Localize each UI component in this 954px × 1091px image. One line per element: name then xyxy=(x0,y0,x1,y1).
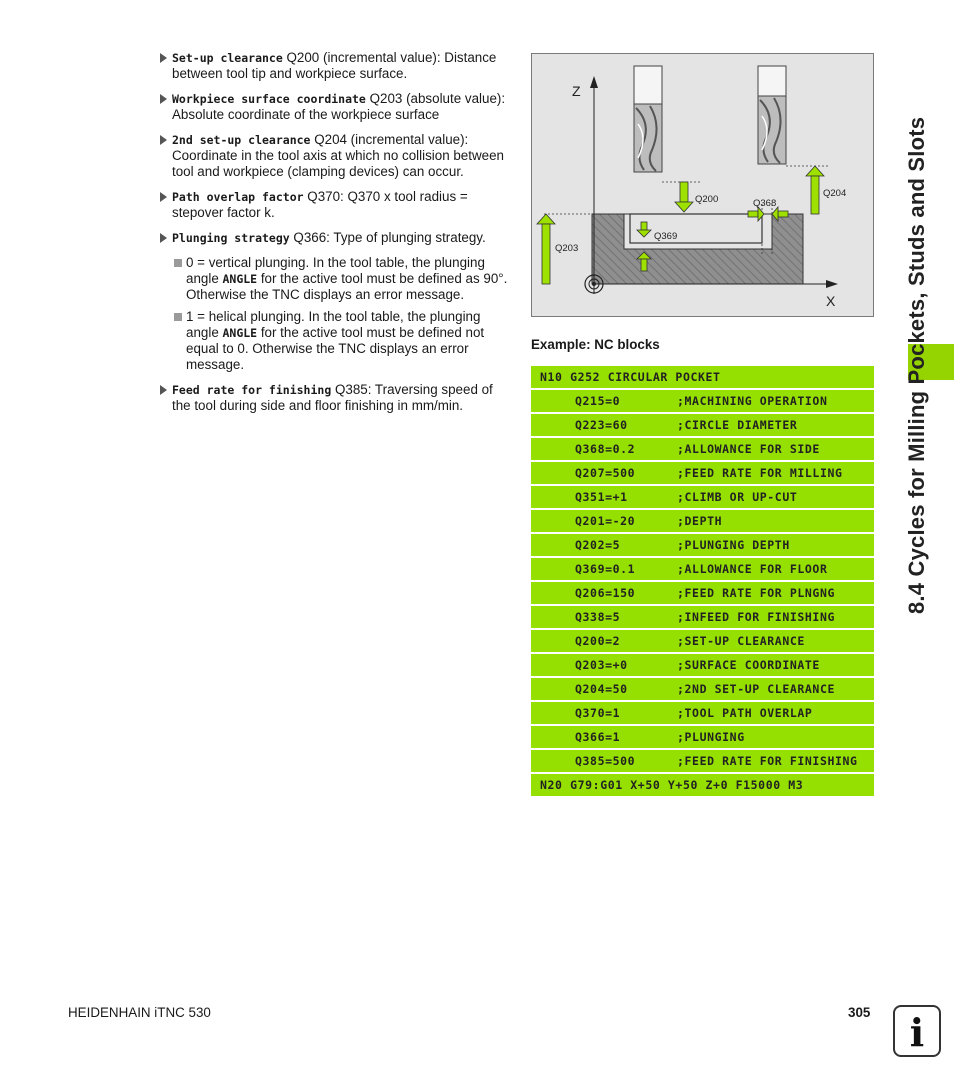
bullet-triangle-icon xyxy=(160,53,167,63)
bullet-square-icon xyxy=(174,259,182,267)
bullet-triangle-icon xyxy=(160,385,167,395)
nc-block-text: N20 G79:G01 X+50 Y+50 Z+0 F15000 M3 xyxy=(540,778,804,792)
param-setup-clearance xyxy=(160,50,512,82)
nc-comment: ;2ND SET-UP CLEARANCE xyxy=(677,682,835,696)
q204-arrow-icon xyxy=(806,166,824,214)
nc-comment: ;ALLOWANCE FOR SIDE xyxy=(677,442,820,456)
nc-param: Q204=50 xyxy=(575,682,628,696)
bullet-triangle-icon xyxy=(160,94,167,104)
nc-comment: ;SET-UP CLEARANCE xyxy=(677,634,805,648)
nc-comment: ;SURFACE COORDINATE xyxy=(677,658,820,672)
nc-block-text: N10 G252 CIRCULAR POCKET xyxy=(540,370,721,384)
nc-row xyxy=(531,414,874,436)
nc-param: Q369=0.1 xyxy=(575,562,636,576)
nc-comment: ;PLUNGING DEPTH xyxy=(677,538,790,552)
nc-comment: ;FEED RATE FOR PLNGNG xyxy=(677,586,835,600)
nc-row xyxy=(531,654,874,676)
nc-row xyxy=(531,510,874,532)
nc-param: Q368=0.2 xyxy=(575,442,636,456)
param-code: Feed rate for finishing xyxy=(172,383,332,397)
bullet-square-icon xyxy=(174,313,182,321)
plunging-option-helical xyxy=(160,309,512,373)
option-code: ANGLE xyxy=(222,326,258,340)
label-q204: Q204 xyxy=(823,188,847,199)
nc-param: Q385=500 xyxy=(575,754,636,768)
nc-row xyxy=(531,630,874,652)
example-label: Example: NC blocks xyxy=(531,337,660,352)
option-text: 1 = helical plunging. In the tool table, the plunging angle xyxy=(186,309,481,340)
nc-comment: ;FEED RATE FOR MILLING xyxy=(677,466,843,480)
axis-label-z: Z xyxy=(572,83,581,99)
milling-tool-left xyxy=(634,66,662,172)
pocket-diagram-svg xyxy=(532,54,875,318)
param-code: Set-up clearance xyxy=(172,51,283,65)
nc-param: Q207=500 xyxy=(575,466,636,480)
nc-comment: ;FEED RATE FOR FINISHING xyxy=(677,754,858,768)
param-path-overlap xyxy=(160,189,512,221)
nc-row xyxy=(531,558,874,580)
nc-row xyxy=(531,726,874,748)
nc-row xyxy=(531,486,874,508)
nc-comment: ;CIRCLE DIAMETER xyxy=(677,418,798,432)
nc-row xyxy=(531,438,874,460)
option-text: for the active tool must be defined as 90°. Otherwise the TNC displays an error message. xyxy=(186,271,508,302)
nc-row-last xyxy=(531,774,874,796)
nc-param: Q351=+1 xyxy=(575,490,628,504)
nc-comment: ;ALLOWANCE FOR FLOOR xyxy=(677,562,828,576)
nc-param: Q201=-20 xyxy=(575,514,636,528)
bullet-triangle-icon xyxy=(160,233,167,243)
plunging-option-vertical xyxy=(160,255,512,303)
q200-arrow-icon xyxy=(675,182,693,212)
bullet-triangle-icon xyxy=(160,135,167,145)
milling-tool-right xyxy=(758,66,786,164)
param-code: Path overlap factor xyxy=(172,190,304,204)
nc-param: Q370=1 xyxy=(575,706,621,720)
label-q369: Q369 xyxy=(654,231,678,242)
info-icon xyxy=(893,1005,941,1057)
param-text: Q385: Traversing speed of the tool during side and floor finishing in mm/min. xyxy=(172,382,493,413)
param-code: 2nd set-up clearance xyxy=(172,133,311,147)
nc-blocks-table xyxy=(531,366,874,798)
x-axis-arrow-icon xyxy=(826,280,838,288)
nc-comment: ;INFEED FOR FINISHING xyxy=(677,610,835,624)
nc-param: Q202=5 xyxy=(575,538,621,552)
param-plunging-strategy xyxy=(160,230,512,246)
param-text: Q203 (absolute value): Absolute coordinate of the workpiece surface xyxy=(172,91,506,122)
label-q368: Q368 xyxy=(753,198,777,209)
option-text: 0 = vertical plunging. In the tool table, the plunging angle xyxy=(186,255,485,286)
param-feed-finishing xyxy=(160,382,512,414)
nc-comment: ;MACHINING OPERATION xyxy=(677,394,828,408)
nc-param: Q223=60 xyxy=(575,418,628,432)
z-axis-arrow-icon xyxy=(590,76,598,88)
footer-product: HEIDENHAIN iTNC 530 xyxy=(68,1005,211,1020)
nc-param: Q366=1 xyxy=(575,730,621,744)
info-icon-glyph: i xyxy=(909,1010,925,1055)
param-text: Q370: Q370 x tool radius = stepover factor k. xyxy=(172,189,468,220)
param-2nd-setup-clearance xyxy=(160,132,512,180)
nc-row xyxy=(531,534,874,556)
nc-param: Q338=5 xyxy=(575,610,621,624)
axis-label-x: X xyxy=(826,293,836,309)
option-text: for the active tool must be defined not equal to 0. Otherwise the TNC displays an error message. xyxy=(186,325,485,372)
label-q200: Q200 xyxy=(695,194,719,205)
param-code: Workpiece surface coordinate xyxy=(172,92,366,106)
nc-comment: ;CLIMB OR UP-CUT xyxy=(677,490,798,504)
option-code: ANGLE xyxy=(222,272,258,286)
nc-row-first xyxy=(531,366,874,388)
page-number: 305 xyxy=(848,1005,871,1020)
nc-comment: ;PLUNGING xyxy=(677,730,745,744)
nc-row xyxy=(531,390,874,412)
nc-param: Q215=0 xyxy=(575,394,621,408)
parameter-descriptions xyxy=(160,50,512,423)
param-code: Plunging strategy xyxy=(172,231,290,245)
nc-row xyxy=(531,462,874,484)
param-text: Q204 (incremental value): Coordinate in the tool axis at which no collision between tool and workpiece (clamping devices) can occur. xyxy=(172,132,504,179)
nc-param: Q203=+0 xyxy=(575,658,628,672)
bullet-triangle-icon xyxy=(160,192,167,202)
chapter-title: 8.4 Cycles for Milling Pockets, Studs and Slots xyxy=(904,116,929,614)
pocket-diagram xyxy=(531,53,874,317)
nc-row xyxy=(531,678,874,700)
q203-arrow-icon xyxy=(537,214,555,284)
nc-row xyxy=(531,582,874,604)
nc-comment: ;DEPTH xyxy=(677,514,723,528)
nc-param: Q206=150 xyxy=(575,586,636,600)
nc-param: Q200=2 xyxy=(575,634,621,648)
param-text: Q200 (incremental value): Distance between tool tip and workpiece surface. xyxy=(172,50,497,81)
param-surface-coordinate xyxy=(160,91,512,123)
nc-comment: ;TOOL PATH OVERLAP xyxy=(677,706,813,720)
nc-row xyxy=(531,702,874,724)
param-text: Q366: Type of plunging strategy. xyxy=(289,230,486,245)
nc-row xyxy=(531,750,874,772)
label-q203: Q203 xyxy=(555,243,579,254)
nc-row xyxy=(531,606,874,628)
